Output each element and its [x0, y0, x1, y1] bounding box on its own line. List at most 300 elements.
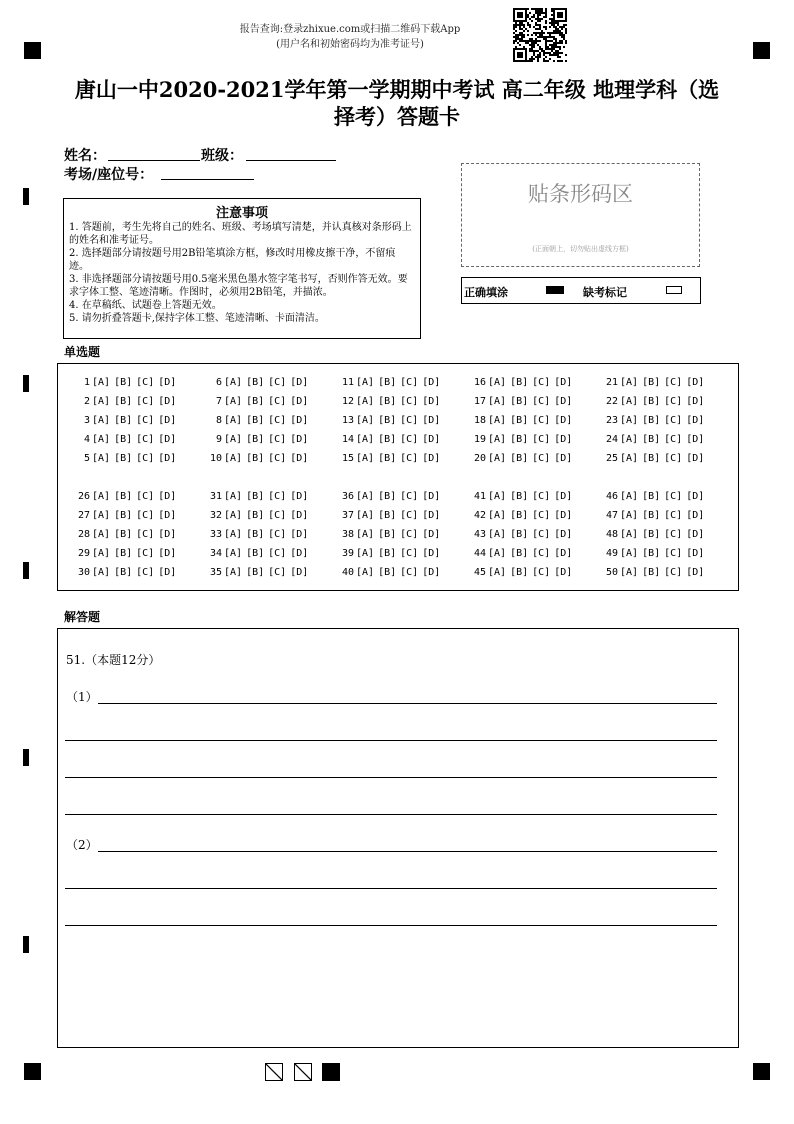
mc-question-number: 3: [83, 415, 90, 426]
mc-option-bubble[interactable]: [C]: [532, 567, 551, 578]
mc-option-bubble[interactable]: [B]: [642, 434, 661, 445]
mc-option-bubble[interactable]: [A]: [620, 396, 639, 407]
mc-option-bubble[interactable]: [A]: [92, 415, 111, 426]
mc-option-bubble[interactable]: [B]: [642, 491, 661, 502]
mc-option-bubble[interactable]: [C]: [268, 567, 287, 578]
question-51-part2-label: （2）: [66, 838, 98, 852]
mc-option-bubble[interactable]: [D]: [422, 529, 441, 540]
mc-option-bubble[interactable]: [C]: [400, 548, 419, 559]
mc-option-bubble[interactable]: [D]: [686, 415, 705, 426]
mc-option-bubble[interactable]: [B]: [378, 415, 397, 426]
mc-option-bubble[interactable]: [B]: [246, 510, 265, 521]
mc-option-bubble[interactable]: [A]: [620, 491, 639, 502]
mc-option-bubble[interactable]: [A]: [92, 396, 111, 407]
mc-option-bubble[interactable]: [D]: [290, 548, 309, 559]
mc-option-bubble[interactable]: [D]: [422, 377, 441, 388]
mc-option-bubble[interactable]: [D]: [554, 434, 573, 445]
mc-option-bubble[interactable]: [D]: [422, 434, 441, 445]
mc-option-bubble[interactable]: [D]: [554, 567, 573, 578]
mc-option-bubble[interactable]: [C]: [532, 529, 551, 540]
mc-question-row: [202, 487, 312, 506]
mc-option-bubble[interactable]: [A]: [224, 529, 243, 540]
mc-option-bubble[interactable]: [B]: [510, 396, 529, 407]
mc-option-bubble[interactable]: [A]: [488, 377, 507, 388]
page-code-slash-box-icon: [265, 1063, 283, 1081]
mc-option-bubble[interactable]: [A]: [356, 548, 375, 559]
fill-legend: [461, 277, 701, 304]
mc-option-bubble[interactable]: [D]: [686, 491, 705, 502]
answer-line[interactable]: [65, 814, 717, 815]
timing-mark: [23, 375, 29, 392]
mc-option-bubble[interactable]: [A]: [92, 548, 111, 559]
answer-line[interactable]: [65, 888, 717, 889]
mc-option-bubble[interactable]: [C]: [400, 491, 419, 502]
mc-option-bubble[interactable]: [D]: [290, 434, 309, 445]
mc-option-bubble[interactable]: [A]: [356, 491, 375, 502]
mc-option-bubble[interactable]: [A]: [356, 434, 375, 445]
mc-option-bubble[interactable]: [A]: [488, 567, 507, 578]
mc-option-bubble[interactable]: [A]: [620, 529, 639, 540]
mc-option-bubble[interactable]: [C]: [400, 453, 419, 464]
mc-option-bubble[interactable]: [D]: [290, 491, 309, 502]
mc-question-number: 23: [605, 415, 618, 426]
mc-option-bubble[interactable]: [B]: [114, 529, 133, 540]
mc-option-bubble[interactable]: [C]: [664, 377, 683, 388]
mc-question-number: 25: [605, 453, 618, 464]
class-field[interactable]: [246, 160, 336, 161]
mc-option-bubble[interactable]: [D]: [158, 377, 177, 388]
mc-option-bubble[interactable]: [D]: [554, 453, 573, 464]
barcode-area: [461, 163, 700, 267]
mc-option-bubble[interactable]: [C]: [136, 415, 155, 426]
mc-option-bubble[interactable]: [D]: [554, 396, 573, 407]
mc-question-number: 24: [605, 434, 618, 445]
barcode-subtitle: (正面朝上，切勿贴出虚线方框): [532, 245, 629, 253]
mc-question-number: 37: [341, 510, 354, 521]
mc-option-bubble[interactable]: [B]: [114, 510, 133, 521]
mc-question-row: [598, 487, 708, 506]
mc-option-bubble[interactable]: [A]: [620, 434, 639, 445]
mc-option-bubble[interactable]: [B]: [642, 529, 661, 540]
mc-question-row: [334, 563, 444, 582]
mc-option-bubble[interactable]: [B]: [510, 377, 529, 388]
mc-option-bubble[interactable]: [B]: [114, 434, 133, 445]
mc-question-row: [202, 506, 312, 525]
mc-question-number: 13: [341, 415, 354, 426]
mc-option-bubble[interactable]: [D]: [686, 434, 705, 445]
mc-option-bubble[interactable]: [C]: [136, 396, 155, 407]
mc-option-bubble[interactable]: [A]: [356, 377, 375, 388]
answer-line[interactable]: [98, 703, 717, 704]
mc-option-bubble[interactable]: [D]: [422, 396, 441, 407]
mc-question-number: 15: [341, 453, 354, 464]
mc-option-bubble[interactable]: [C]: [400, 567, 419, 578]
mc-question-row: [466, 525, 576, 544]
notes-title: 注意事项: [215, 206, 268, 221]
mc-option-bubble[interactable]: [B]: [510, 453, 529, 464]
mc-option-bubble[interactable]: [A]: [488, 415, 507, 426]
mc-question-number: 11: [341, 377, 354, 388]
mc-question-row: [466, 411, 576, 430]
mc-option-bubble[interactable]: [D]: [686, 567, 705, 578]
answer-box: [57, 628, 739, 1048]
mc-question-row: [466, 506, 576, 525]
mc-option-bubble[interactable]: [A]: [92, 377, 111, 388]
mc-option-bubble[interactable]: [A]: [488, 396, 507, 407]
mc-option-bubble[interactable]: [C]: [664, 510, 683, 521]
notes-box: [63, 198, 421, 339]
mc-option-bubble[interactable]: [C]: [268, 396, 287, 407]
mc-option-bubble[interactable]: [D]: [158, 529, 177, 540]
mc-option-bubble[interactable]: [C]: [268, 415, 287, 426]
mc-question-row: [598, 430, 708, 449]
mc-option-bubble[interactable]: [B]: [114, 415, 133, 426]
mc-question-row: [334, 373, 444, 392]
mc-option-bubble[interactable]: [D]: [686, 453, 705, 464]
mc-option-bubble[interactable]: [B]: [642, 415, 661, 426]
mc-option-bubble[interactable]: [D]: [554, 415, 573, 426]
mc-option-bubble[interactable]: [A]: [356, 415, 375, 426]
mc-option-bubble[interactable]: [C]: [400, 529, 419, 540]
mc-option-bubble[interactable]: [B]: [114, 567, 133, 578]
mc-option-bubble[interactable]: [A]: [224, 548, 243, 559]
mc-option-bubble[interactable]: [B]: [642, 510, 661, 521]
mc-option-bubble[interactable]: [A]: [488, 548, 507, 559]
mc-option-bubble[interactable]: [B]: [246, 548, 265, 559]
mc-question-row: [334, 430, 444, 449]
mc-option-bubble[interactable]: [C]: [136, 377, 155, 388]
mc-option-bubble[interactable]: [D]: [158, 567, 177, 578]
mc-option-bubble[interactable]: [D]: [686, 529, 705, 540]
mc-option-bubble[interactable]: [D]: [290, 529, 309, 540]
mc-question-number: 19: [473, 434, 486, 445]
answer-line[interactable]: [65, 777, 717, 778]
mc-question-group: [334, 487, 444, 582]
mc-option-bubble[interactable]: [C]: [268, 529, 287, 540]
mc-option-bubble[interactable]: [D]: [422, 453, 441, 464]
mc-question-row: [466, 563, 576, 582]
mc-option-bubble[interactable]: [A]: [488, 434, 507, 445]
answer-line[interactable]: [65, 740, 717, 741]
mc-option-bubble[interactable]: [D]: [686, 396, 705, 407]
mc-option-bubble[interactable]: [C]: [136, 567, 155, 578]
absent-mark-label: 缺考标记: [583, 286, 627, 299]
mc-question-row: [598, 563, 708, 582]
mc-question-row: [598, 392, 708, 411]
mc-question-row: [466, 392, 576, 411]
mc-option-bubble[interactable]: [C]: [268, 453, 287, 464]
mc-question-row: [70, 449, 180, 468]
correct-fill-label: 正确填涂: [464, 286, 508, 299]
mc-option-bubble[interactable]: [D]: [158, 548, 177, 559]
mc-question-number: 32: [209, 510, 222, 521]
mc-option-bubble[interactable]: [B]: [510, 434, 529, 445]
mc-option-bubble[interactable]: [A]: [92, 453, 111, 464]
mc-option-bubble[interactable]: [A]: [356, 510, 375, 521]
mc-option-bubble[interactable]: [B]: [510, 567, 529, 578]
mc-option-bubble[interactable]: [D]: [422, 548, 441, 559]
mc-option-bubble[interactable]: [B]: [378, 529, 397, 540]
mc-option-bubble[interactable]: [B]: [246, 453, 265, 464]
name-field[interactable]: [108, 160, 200, 161]
mc-option-bubble[interactable]: [C]: [532, 453, 551, 464]
mc-option-bubble[interactable]: [D]: [158, 510, 177, 521]
mc-option-bubble[interactable]: [D]: [554, 548, 573, 559]
mc-option-bubble[interactable]: [C]: [532, 415, 551, 426]
mc-question-number: 40: [341, 567, 354, 578]
mc-option-bubble[interactable]: [A]: [620, 548, 639, 559]
mc-option-bubble[interactable]: [D]: [554, 377, 573, 388]
mc-question-row: [202, 373, 312, 392]
mc-option-bubble[interactable]: [B]: [378, 453, 397, 464]
mc-option-bubble[interactable]: [A]: [356, 396, 375, 407]
mc-question-row: [70, 487, 180, 506]
mc-option-bubble[interactable]: [D]: [686, 510, 705, 521]
mc-option-bubble[interactable]: [A]: [224, 396, 243, 407]
room-seat-field[interactable]: [161, 179, 254, 180]
mc-option-bubble[interactable]: [C]: [532, 548, 551, 559]
mc-option-bubble[interactable]: [B]: [642, 548, 661, 559]
mc-option-bubble[interactable]: [B]: [246, 529, 265, 540]
mc-option-bubble[interactable]: [A]: [488, 510, 507, 521]
mc-option-bubble[interactable]: [B]: [378, 434, 397, 445]
mc-option-bubble[interactable]: [C]: [532, 396, 551, 407]
mc-option-bubble[interactable]: [C]: [664, 567, 683, 578]
mc-option-bubble[interactable]: [C]: [400, 396, 419, 407]
mc-option-bubble[interactable]: [B]: [378, 567, 397, 578]
mc-option-bubble[interactable]: [B]: [246, 491, 265, 502]
mc-option-bubble[interactable]: [C]: [136, 529, 155, 540]
mc-option-bubble[interactable]: [C]: [532, 510, 551, 521]
mc-option-bubble[interactable]: [C]: [664, 396, 683, 407]
mc-option-bubble[interactable]: [B]: [642, 453, 661, 464]
mc-option-bubble[interactable]: [D]: [158, 434, 177, 445]
mc-question-number: 2: [83, 396, 90, 407]
answer-line[interactable]: [98, 851, 717, 852]
mc-option-bubble[interactable]: [A]: [224, 491, 243, 502]
mc-option-bubble[interactable]: [C]: [400, 415, 419, 426]
mc-option-bubble[interactable]: [D]: [554, 529, 573, 540]
mc-question-row: [466, 449, 576, 468]
mc-option-bubble[interactable]: [B]: [114, 377, 133, 388]
mc-option-bubble[interactable]: [D]: [422, 510, 441, 521]
mc-question-group: [70, 373, 180, 468]
mc-question-row: [70, 563, 180, 582]
mc-option-bubble[interactable]: [A]: [224, 453, 243, 464]
mc-question-row: [598, 525, 708, 544]
mc-option-bubble[interactable]: [A]: [620, 415, 639, 426]
corner-marker-bottom-right: [753, 1063, 770, 1080]
mc-option-bubble[interactable]: [C]: [136, 491, 155, 502]
mc-option-bubble[interactable]: [A]: [620, 453, 639, 464]
mc-option-bubble[interactable]: [D]: [422, 415, 441, 426]
mc-question-number: 17: [473, 396, 486, 407]
mc-question-row: [70, 392, 180, 411]
mc-option-bubble[interactable]: [C]: [136, 548, 155, 559]
mc-option-bubble[interactable]: [C]: [268, 510, 287, 521]
mc-option-bubble[interactable]: [D]: [158, 453, 177, 464]
mc-option-bubble[interactable]: [C]: [136, 453, 155, 464]
mc-question-number: 34: [209, 548, 222, 559]
mc-option-bubble[interactable]: [D]: [554, 510, 573, 521]
mc-option-bubble[interactable]: [A]: [620, 510, 639, 521]
mc-option-bubble[interactable]: [B]: [246, 415, 265, 426]
mc-option-bubble[interactable]: [B]: [246, 434, 265, 445]
mc-option-bubble[interactable]: [C]: [532, 434, 551, 445]
mc-option-bubble[interactable]: [C]: [400, 510, 419, 521]
mc-option-bubble[interactable]: [C]: [532, 377, 551, 388]
mc-question-number: 14: [341, 434, 354, 445]
mc-option-bubble[interactable]: [C]: [532, 491, 551, 502]
mc-option-bubble[interactable]: [A]: [92, 529, 111, 540]
mc-option-bubble[interactable]: [D]: [158, 396, 177, 407]
mc-question-row: [334, 487, 444, 506]
mc-option-bubble[interactable]: [A]: [92, 510, 111, 521]
mc-question-number: 45: [473, 567, 486, 578]
mc-option-bubble[interactable]: [A]: [224, 415, 243, 426]
mc-option-bubble[interactable]: [A]: [488, 529, 507, 540]
mc-question-number: 31: [209, 491, 222, 502]
mc-option-bubble[interactable]: [A]: [92, 567, 111, 578]
mc-option-bubble[interactable]: [A]: [620, 567, 639, 578]
mc-option-bubble[interactable]: [D]: [290, 510, 309, 521]
mc-option-bubble[interactable]: [B]: [378, 548, 397, 559]
mc-option-bubble[interactable]: [D]: [422, 567, 441, 578]
mc-option-bubble[interactable]: [B]: [510, 548, 529, 559]
mc-option-bubble[interactable]: [D]: [686, 548, 705, 559]
mc-option-bubble[interactable]: [B]: [510, 415, 529, 426]
mc-question-number: 4: [83, 434, 90, 445]
mc-option-bubble[interactable]: [C]: [664, 548, 683, 559]
mc-option-bubble[interactable]: [B]: [378, 510, 397, 521]
mc-option-bubble[interactable]: [C]: [400, 434, 419, 445]
mc-option-bubble[interactable]: [C]: [664, 529, 683, 540]
page-title: [50, 76, 744, 130]
mc-option-bubble[interactable]: [B]: [378, 377, 397, 388]
header-note-line2: (用户名和初始密码均为准考证号): [276, 39, 424, 50]
mc-question-number: 50: [605, 567, 618, 578]
mc-option-bubble[interactable]: [A]: [92, 434, 111, 445]
mc-option-bubble[interactable]: [A]: [356, 453, 375, 464]
mc-question-row: [70, 544, 180, 563]
mc-option-bubble[interactable]: [A]: [92, 491, 111, 502]
mc-option-bubble[interactable]: [B]: [642, 567, 661, 578]
mc-option-bubble[interactable]: [B]: [510, 491, 529, 502]
absent-mark-checkbox[interactable]: [666, 286, 682, 294]
mc-question-row: [70, 430, 180, 449]
mc-option-bubble[interactable]: [C]: [664, 491, 683, 502]
mc-question-number: 26: [77, 491, 90, 502]
mc-question-number: 27: [77, 510, 90, 521]
mc-question-number: 12: [341, 396, 354, 407]
mc-option-bubble[interactable]: [D]: [290, 377, 309, 388]
mc-option-bubble[interactable]: [C]: [664, 415, 683, 426]
mc-option-bubble[interactable]: [C]: [268, 377, 287, 388]
mc-option-bubble[interactable]: [C]: [664, 453, 683, 464]
mc-question-number: 29: [77, 548, 90, 559]
mc-question-row: [70, 373, 180, 392]
mc-question-row: [466, 544, 576, 563]
mc-option-bubble[interactable]: [A]: [488, 453, 507, 464]
mc-option-bubble[interactable]: [A]: [488, 491, 507, 502]
mc-question-number: 47: [605, 510, 618, 521]
mc-option-bubble[interactable]: [B]: [642, 396, 661, 407]
mc-option-bubble[interactable]: [D]: [158, 491, 177, 502]
mc-section-label: 单选题: [64, 345, 101, 359]
mc-option-bubble[interactable]: [B]: [246, 377, 265, 388]
notes-item: 3. 非选择题部分请按题号用0.5毫米黑色墨水签字笔书写，否则作答无效。要求字体工整、笔迹清晰。作图时，必须用2B铅笔，并描浓。: [69, 274, 408, 298]
mc-question-row: [466, 430, 576, 449]
mc-question-row: [202, 411, 312, 430]
mc-option-bubble[interactable]: [D]: [290, 396, 309, 407]
mc-question-row: [334, 411, 444, 430]
mc-option-bubble[interactable]: [B]: [114, 491, 133, 502]
mc-option-bubble[interactable]: [A]: [356, 567, 375, 578]
mc-option-bubble[interactable]: [C]: [136, 510, 155, 521]
mc-option-bubble[interactable]: [C]: [400, 377, 419, 388]
mc-question-row: [202, 525, 312, 544]
mc-option-bubble[interactable]: [B]: [510, 510, 529, 521]
mc-question-row: [334, 392, 444, 411]
mc-option-bubble[interactable]: [C]: [664, 434, 683, 445]
mc-option-bubble[interactable]: [D]: [290, 415, 309, 426]
mc-option-bubble[interactable]: [A]: [224, 510, 243, 521]
mc-question-group: [466, 373, 576, 468]
name-label: 姓名：: [64, 148, 106, 164]
mc-answer-grid: [57, 363, 739, 591]
mc-option-bubble[interactable]: [B]: [378, 396, 397, 407]
mc-option-bubble[interactable]: [D]: [554, 491, 573, 502]
mc-option-bubble[interactable]: [A]: [224, 434, 243, 445]
mc-question-row: [466, 487, 576, 506]
mc-option-bubble[interactable]: [C]: [268, 548, 287, 559]
mc-option-bubble[interactable]: [B]: [246, 567, 265, 578]
mc-option-bubble[interactable]: [D]: [158, 415, 177, 426]
mc-option-bubble[interactable]: [A]: [224, 567, 243, 578]
mc-question-number: 18: [473, 415, 486, 426]
mc-option-bubble[interactable]: [D]: [422, 491, 441, 502]
mc-question-number: 5: [83, 453, 90, 464]
mc-option-bubble[interactable]: [B]: [114, 453, 133, 464]
mc-option-bubble[interactable]: [B]: [642, 377, 661, 388]
mc-option-bubble[interactable]: [C]: [268, 491, 287, 502]
mc-option-bubble[interactable]: [A]: [356, 529, 375, 540]
mc-question-number: 7: [215, 396, 222, 407]
mc-option-bubble[interactable]: [B]: [510, 529, 529, 540]
timing-mark: [23, 188, 29, 205]
mc-question-number: 49: [605, 548, 618, 559]
mc-question-row: [334, 544, 444, 563]
mc-option-bubble[interactable]: [A]: [620, 377, 639, 388]
mc-option-bubble[interactable]: [B]: [378, 491, 397, 502]
mc-option-bubble[interactable]: [D]: [686, 377, 705, 388]
notes-item: 1. 答题前，考生先将自己的姓名、班级、考场填写清楚，并认真核对条形码上的姓名和准考证号。: [69, 222, 412, 246]
mc-option-bubble[interactable]: [B]: [246, 396, 265, 407]
mc-option-bubble[interactable]: [B]: [114, 396, 133, 407]
mc-question-number: 42: [473, 510, 486, 521]
mc-option-bubble[interactable]: [A]: [224, 377, 243, 388]
mc-question-row: [334, 525, 444, 544]
mc-question-number: 36: [341, 491, 354, 502]
mc-option-bubble[interactable]: [D]: [290, 453, 309, 464]
timing-mark: [23, 749, 29, 766]
mc-option-bubble[interactable]: [B]: [114, 548, 133, 559]
mc-question-number: 16: [473, 377, 486, 388]
mc-option-bubble[interactable]: [C]: [136, 434, 155, 445]
answer-line[interactable]: [65, 925, 717, 926]
mc-option-bubble[interactable]: [D]: [290, 567, 309, 578]
mc-option-bubble[interactable]: [C]: [268, 434, 287, 445]
